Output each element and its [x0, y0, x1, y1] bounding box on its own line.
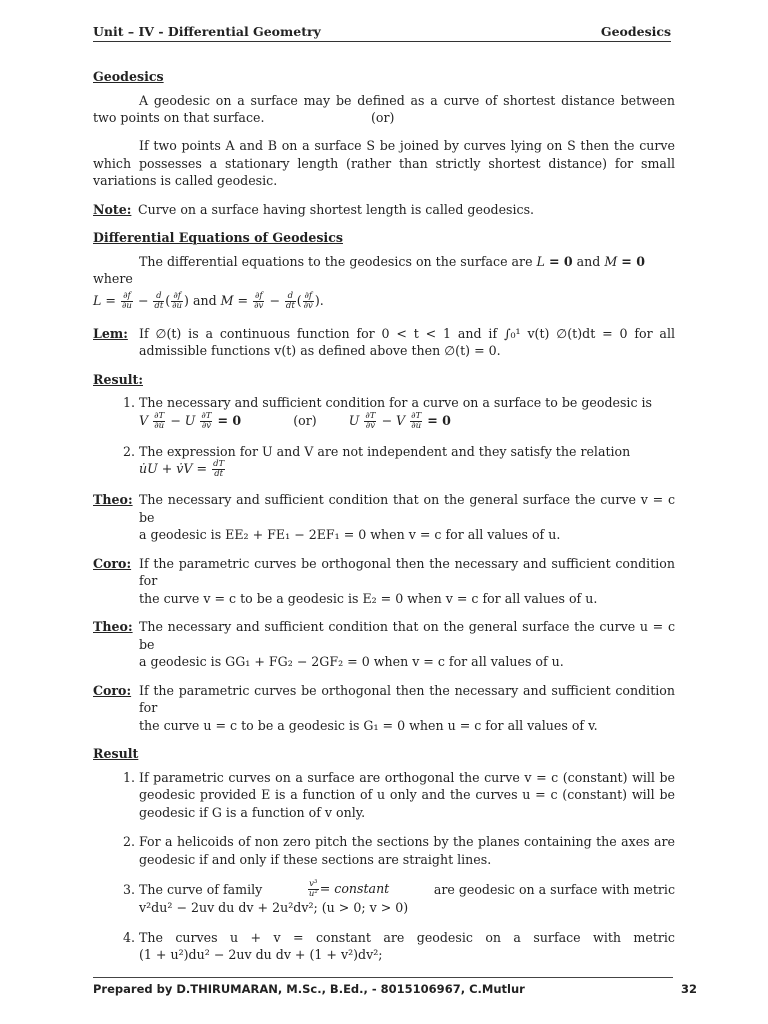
result-heading-2: Result — [93, 746, 139, 761]
corollary-1-label: Coro: — [93, 555, 132, 571]
theorem-1-label: Theo: — [93, 492, 133, 507]
or-separator: (or) — [371, 109, 395, 125]
theorem-1-row — [93, 491, 675, 544]
page-number: 32 — [680, 982, 697, 996]
corollary-2-line-2: the curve u = c to be a geodesic is G₁ = 0 when u = c for all values of v. — [139, 717, 598, 733]
footer-author: Prepared by D.THIRUMARAN, M.Sc., B.Ed., - 8015106967, C.Mutlur — [93, 982, 525, 996]
differential-equations-heading: Differential Equations of Geodesics — [93, 230, 343, 245]
geodesic-definition-1: A geodesic on a surface may be defined as a curve of shortest distance between two points on that surface. — [93, 92, 675, 125]
result-heading-1: Result: — [93, 371, 143, 387]
header-unit: Unit – IV - Differential Geometry — [93, 24, 321, 39]
result-2-item-4: 4. The curves u + v = constant are geodesic on a surface with metric (1 + u²)du² − 2uv du dv + (1 + v²)dv²; — [139, 929, 675, 964]
page-content — [93, 68, 675, 976]
theorem-1-line-1: The necessary and sufficient condition that on the general surface the curve v = c be — [139, 492, 675, 525]
theorem-2-line-1: The necessary and sufficient condition that on the general surface the curve u = c be — [139, 619, 675, 652]
corollary-2-line-1: If the parametric curves be orthogonal then the necessary and sufficient condition for — [139, 682, 675, 715]
diffeq-where: where — [93, 271, 133, 286]
diffeq-formulas: L = $\frac{\partial f}{\partial u}$ − $\frac{d}{dt}$ ( $\frac{\partial f}{\partial u̇}$ ) and M = $\frac{\partial f}{\partial v}$ − $\frac{d}{dt}$ ( $\frac{\partial f}{\partial v̇}$ ). — [93, 290, 324, 311]
result-list-2 — [93, 769, 675, 964]
corollary-1-line-2: the curve v = c to be a geodesic is E₂ = 0 when v = c for all values of u. — [139, 590, 598, 606]
lemma-body — [139, 325, 675, 360]
page-footer — [93, 982, 697, 996]
note-row — [93, 201, 675, 219]
footer-rule — [93, 977, 673, 978]
geodesics-heading: Geodesics — [93, 69, 164, 84]
page-header — [93, 24, 671, 42]
theorem-2-row — [93, 618, 675, 671]
diffeq-and: and — [576, 253, 601, 269]
lemma-line-2: admissible functions v(t) as defined above then ∅(t) = 0. — [139, 343, 501, 358]
result-2-item-3: 3. The curve of family $\frac{\text{v³}}{\text{u²}}$ = constant are geodesic on a surface with metric v²du² − 2uv du dv + 2u²dv²; (u > 0; v > 0) — [139, 880, 675, 917]
lemma-line-1: If ∅(t) is a continuous function for 0 < t < 1 and if ∫₀¹ v(t) ∅(t)dt = 0 for all — [139, 325, 675, 341]
result-1-item-2: 2. The expression for U and V are not independent and they satisfy the relation u̇U + v̇V = $\frac{dT}{dt}$ — [139, 443, 675, 480]
corollary-1-row — [93, 555, 675, 608]
result-or: (or) — [293, 412, 317, 428]
result-1-item-1: 1. The necessary and sufficient condition for a curve on a surface to be geodesic is V $\frac{\partial T}{\partial u̇}$ − U $\frac{\partial T}{\partial v̇}$ = 0 (or) U $\frac{\partial T}{\partial v̇}$ − V $\frac{\partial T}{\partial u̇}$ = 0 — [139, 394, 675, 431]
diffeq-intro-text: The differential equations to the geodesics on the surface are — [139, 253, 533, 269]
corollary-1-line-1: If the parametric curves be orthogonal then the necessary and sufficient condition for — [139, 555, 675, 588]
result-2-item-2: 2. For a helicoids of non zero pitch the sections by the planes containing the axes are geodesic if and only if these sections are straight lines. — [139, 833, 675, 868]
lemma-label: Lem: — [93, 325, 128, 341]
geodesic-definition-2: If two points A and B on a surface S be joined by curves lying on S then the curve which possesses a stationary length (rather than strictly shortest distance) for small variations is called geodesic. — [93, 138, 675, 188]
theorem-2-line-2: a geodesic is GG₁ + FG₂ − 2GF₂ = 0 when v = c for all values of u. — [139, 654, 564, 669]
result-2-item-1: 1. If parametric curves on a surface are orthogonal the curve v = c (constant) will be geodesic provided E is a function of u only and the curves u = c (constant) will be geodesic if G is a function of v only. — [139, 769, 675, 822]
result-list-1 — [93, 394, 675, 479]
corollary-2-label: Coro: — [93, 682, 132, 698]
theorem-1-line-2: a geodesic is EE₂ + FE₁ − 2EF₁ = 0 when v = c for all values of u. — [139, 527, 561, 542]
note-label: Note: — [93, 201, 132, 217]
corollary-2-row — [93, 682, 675, 735]
lemma-row — [93, 325, 675, 360]
theorem-2-label: Theo: — [93, 619, 133, 634]
header-topic: Geodesics — [600, 24, 671, 39]
note-text: Curve on a surface having shortest length is called geodesics. — [138, 201, 535, 217]
diffeq-intro: The differential equations to the geodesics on the surface are L = 0 and M = 0 where — [93, 253, 645, 286]
